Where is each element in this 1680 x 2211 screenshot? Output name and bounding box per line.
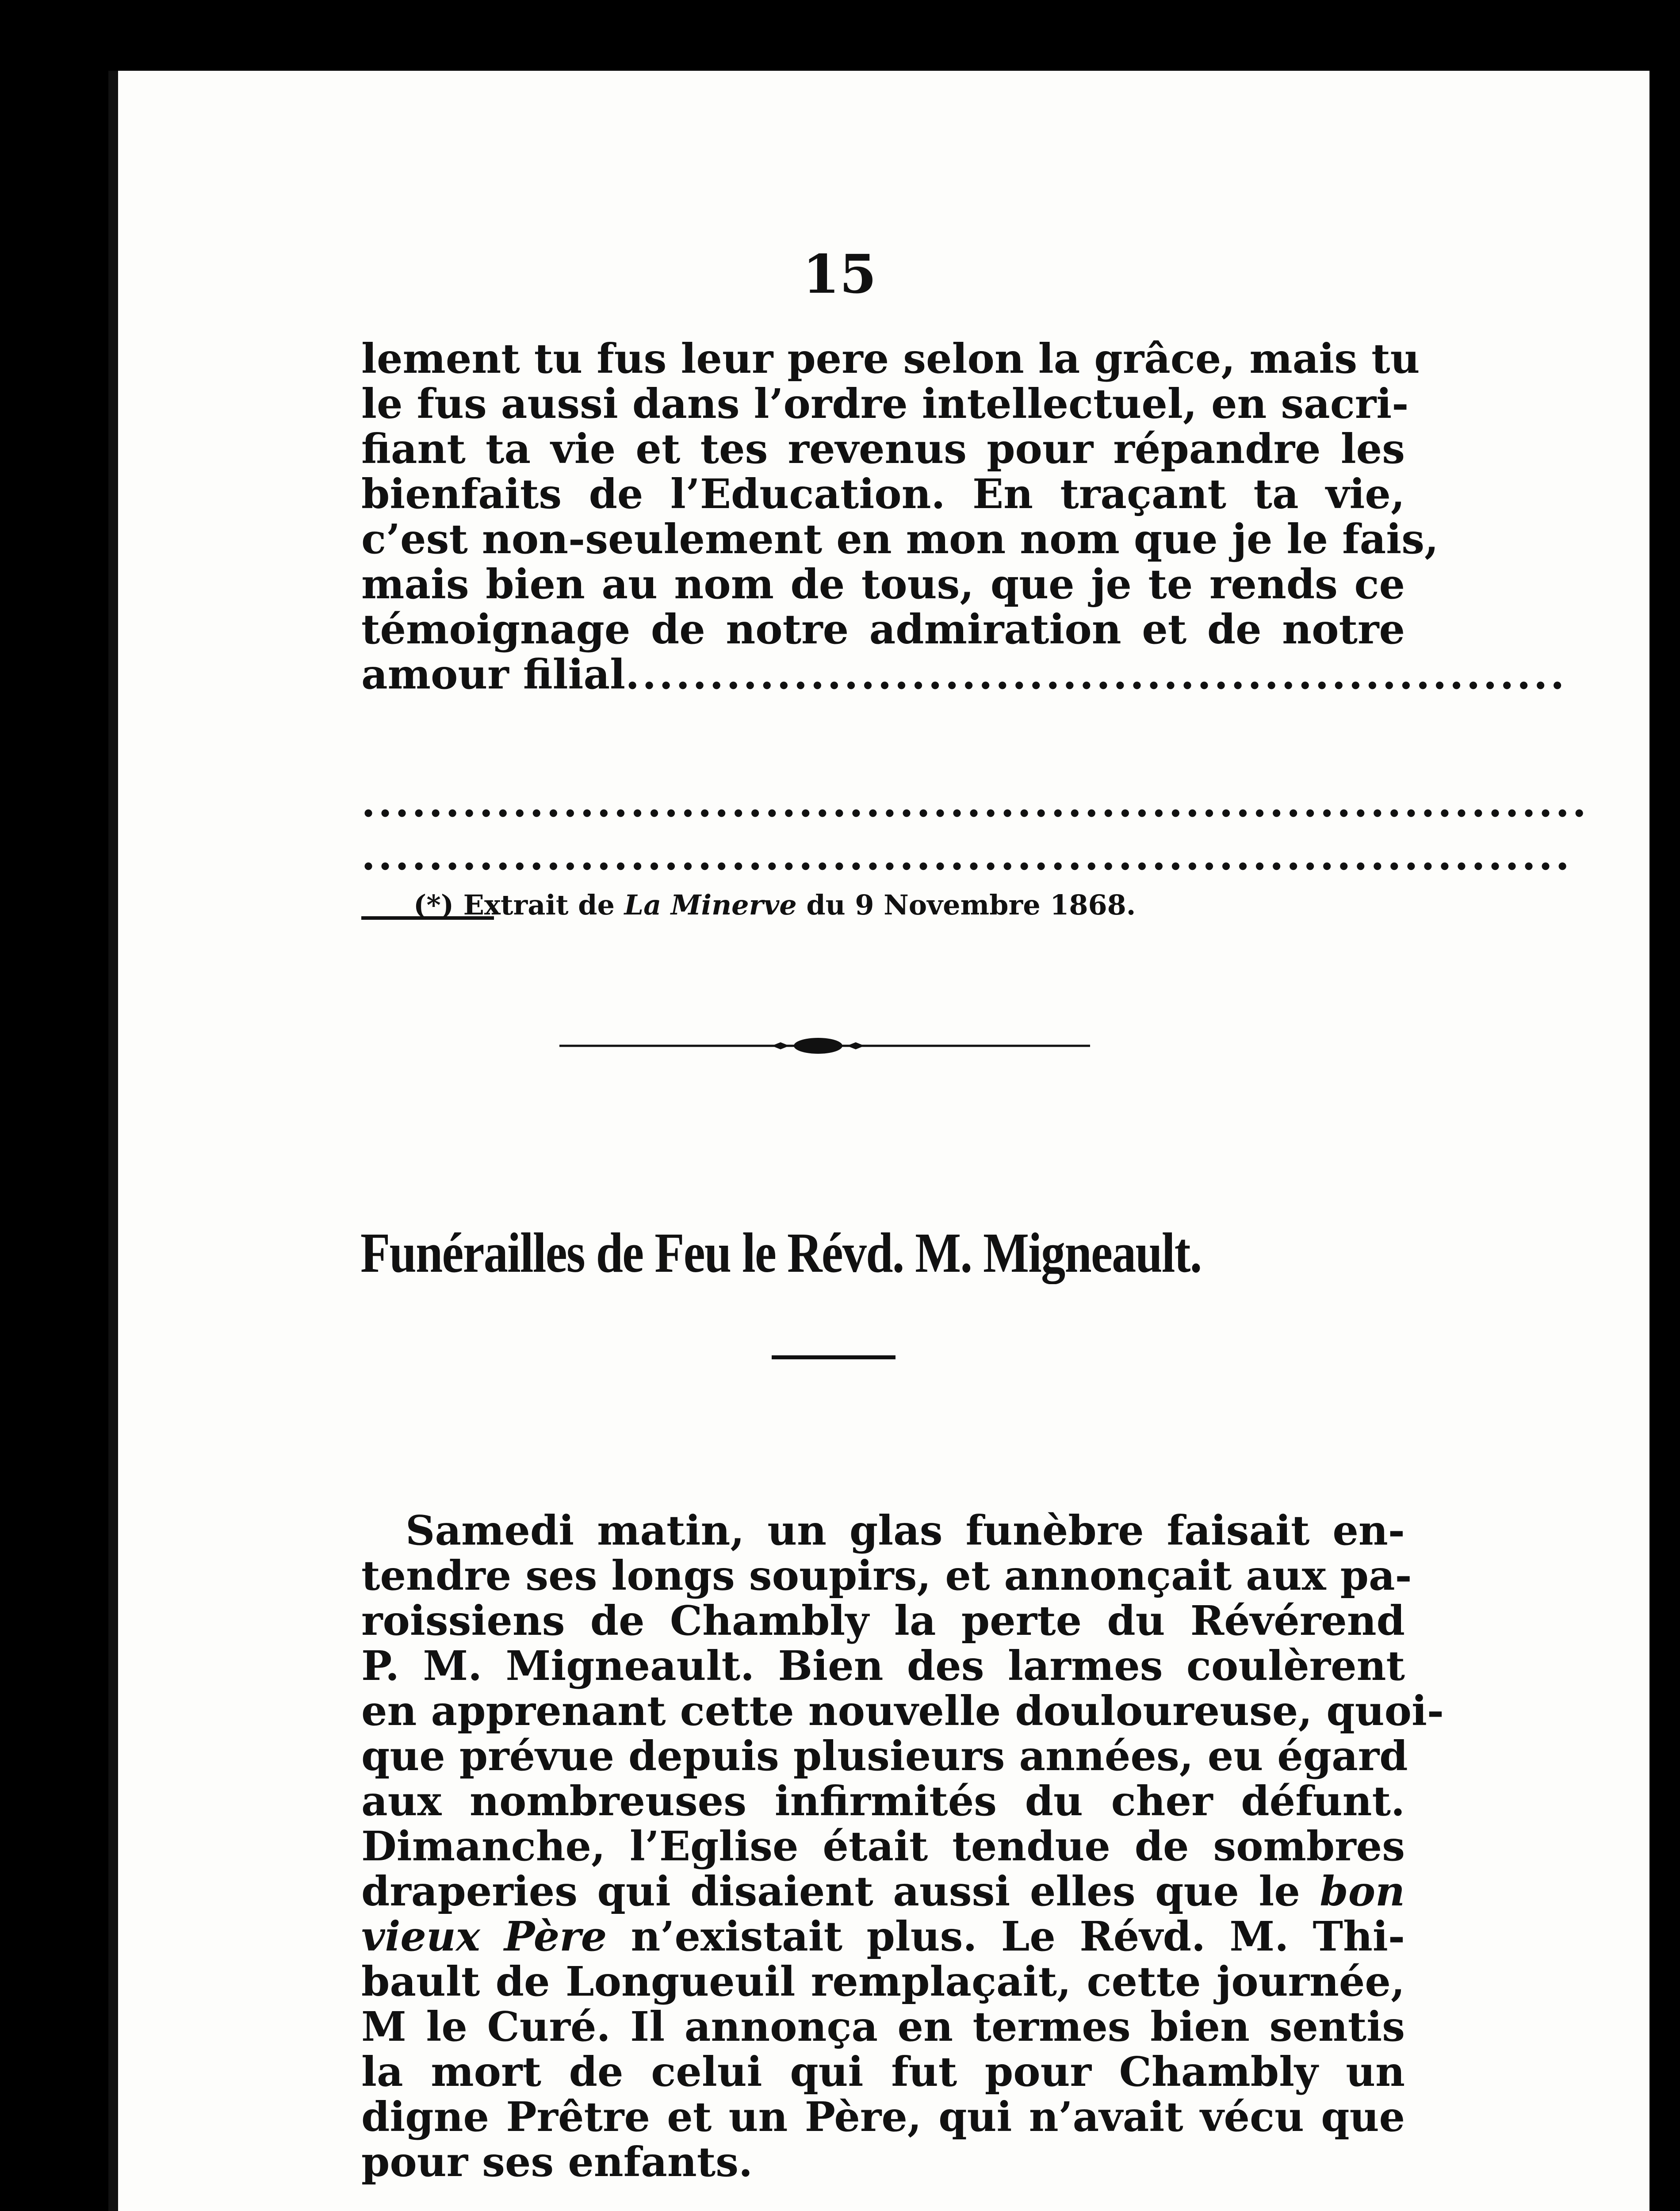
ellipsis-line: ......................................................................... — [361, 778, 1589, 826]
text-line: témoignage de notre admiration et de notre — [361, 605, 1405, 653]
text-line: lement tu fus leur pere selon la grâce, mais tu — [361, 335, 1420, 383]
text-line: mais bien au nom de tous, que je te rends ce — [361, 560, 1405, 608]
text-line: roissiens de Chambly la perte du Révérend — [361, 1597, 1405, 1645]
footnote — [413, 889, 1136, 921]
text-line: la mort de celui qui fut pour Chambly un — [361, 2048, 1405, 2096]
continued-paragraph — [361, 335, 1567, 698]
text-line — [361, 1869, 1405, 1914]
text-line: c’est non-seulement en mon nom que je le fais, — [361, 515, 1439, 563]
page-spine-edge — [108, 71, 118, 2211]
funeral-paragraph — [361, 1507, 1444, 2186]
text-line: aux nombreuses infirmités du cher défunt. — [361, 1777, 1405, 1825]
italic-word: vieux Père — [361, 1913, 607, 1960]
text-line: bienfaits de l’Education. En traçant ta vie, — [361, 470, 1405, 518]
text-line — [361, 1914, 1405, 1959]
text-line: bault de Longueuil remplaçait, cette journée, — [361, 1958, 1405, 2005]
text-line: Dimanche, l’Eglise était tendue de sombres — [361, 1822, 1405, 1870]
text-line: que prévue depuis plusieurs années, eu égard — [361, 1732, 1408, 1780]
text-line: tendre ses longs soupirs, et annonçait aux pa- — [361, 1552, 1412, 1599]
footnote-prefix: (*) Extrait de — [413, 889, 624, 921]
text-line: digne Prêtre et un Père, qui n’avait vécu que — [361, 2093, 1405, 2141]
text-line: fiant ta vie et tes revenus pour répandre les — [361, 425, 1405, 473]
text-fragment: n’existait plus. Le Révd. M. Thi- — [631, 1913, 1405, 1960]
text-line-with-leader — [361, 650, 1567, 698]
footnote-suffix: du 9 Novembre 1868. — [796, 889, 1136, 921]
page-number: 15 — [803, 243, 876, 306]
text-line: P. M. Migneault. Bien des larmes coulèrent — [361, 1642, 1405, 1690]
leader-dots: ........................................................ — [625, 650, 1567, 698]
text-line: pour ses enfants. — [361, 2138, 753, 2186]
book-page — [108, 71, 1649, 2211]
heading-underline — [772, 1355, 895, 1359]
text-line: le fus aussi dans l’ordre intellectuel, en sacri- — [361, 380, 1409, 428]
ellipsis-line: ........................................................................ — [361, 831, 1573, 879]
text-line: M le Curé. Il annonça en termes bien sentis — [361, 2003, 1405, 2050]
ornamental-divider — [559, 1033, 1090, 1059]
text-fragment: draperies qui disaient aussi elles que le — [361, 1867, 1300, 1915]
italic-word: bon — [1320, 1867, 1405, 1915]
text-line: amour filial — [361, 650, 626, 698]
text-line: en apprenant cette nouvelle douloureuse, quoi- — [361, 1687, 1444, 1735]
section-heading: Funérailles de Feu le Révd. M. Migneault. — [360, 1221, 1202, 1284]
footnote-publication: La Minerve — [624, 889, 797, 921]
text-line: Samedi matin, un glas funèbre faisait en- — [406, 1507, 1405, 1554]
